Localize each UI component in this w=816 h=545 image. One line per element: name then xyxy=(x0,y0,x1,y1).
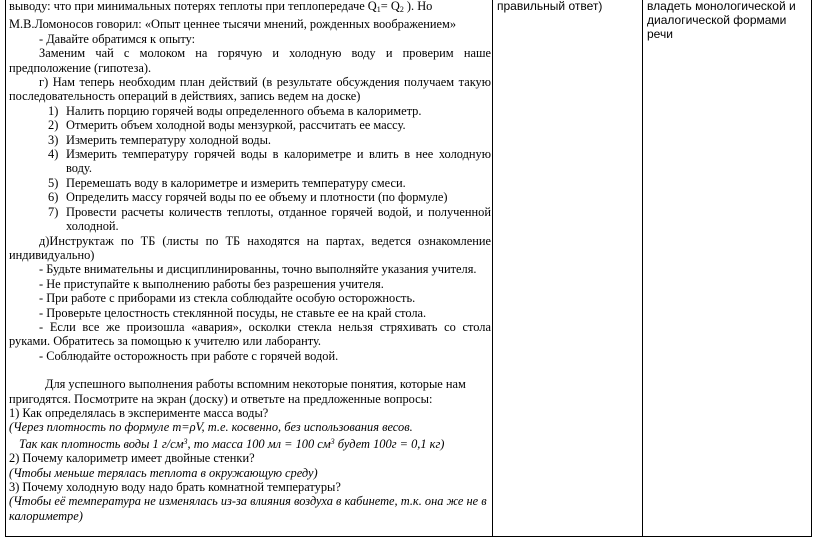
question-2: 2) Почему калориметр имеет двойные стенки? xyxy=(9,451,255,466)
answer-1-line-2: Так как плотность воды 1 $г/см^3$, то масса 100 мл = 100 $см^3$ будет 100г = 0,1 кг) xyxy=(19,436,445,451)
plan-step: 7) Провести расчеты количеств теплоты, отданное горячей водой, и полученной холодной. xyxy=(48,204,491,234)
experiment-intro: - Давайте обратимся к опыту: xyxy=(39,31,196,46)
lomonosov-quote: М.В.Ломоносов говорил: «Опыт ценнее тысячи мнений, рожденных воображением» xyxy=(9,17,457,32)
plan-step: 6) Определить массу горячей воды по ее объему и плотности (по формуле) xyxy=(48,190,448,205)
table-border-right xyxy=(811,0,812,537)
answer-3: (Чтобы её температура не изменялась из-за влияния воздуха в кабинете, т.к. она же не в калориметре) xyxy=(9,494,487,523)
questions-intro: Для успешного выполнения работы вспомним некоторые понятия, которые нам пригодятся. Посмотрите на экран (доску) и ответьте на предложенные вопросы: xyxy=(9,377,466,406)
safety-rule: - При работе с приборами из стекла соблюдайте особую осторожность. xyxy=(39,291,416,306)
plan-step: 2) Отмерить объем холодной воды мензуркой, рассчитать ее массу. xyxy=(48,118,406,133)
plan-intro: г) Нам теперь необходим план действий (в результате обсуждения получаем такую последовательность операций в действиях, запись ведем на доске) xyxy=(9,75,491,104)
table-border-col1 xyxy=(492,0,493,537)
hypothesis-text: Заменим чай с молоком на горячую и холодную воду и проверим наше предположение (гипотеза). xyxy=(9,46,491,75)
plan-steps-list xyxy=(9,104,491,234)
student-activity-cell xyxy=(497,0,637,13)
safety-intro: д)Инструктаж по ТБ (листы по ТБ находятся на партах, ведется ознакомление индивидуально) xyxy=(9,233,491,262)
skills-cell xyxy=(647,0,809,41)
table-border-col2 xyxy=(642,0,643,537)
safety-rule: - Будьте внимательны и дисциплинированны, точно выполняйте указания учителя. xyxy=(39,262,477,277)
question-3: 3) Почему холодную воду надо брать комнатной температуры? xyxy=(9,480,341,494)
plan-step: 4) Измерить температуру горячей воды в калориметре и влить в нее холодную воду. xyxy=(48,147,491,176)
answer-1-line-1: (Через плотность по формуле m=ρV, т.е. косвенно, без использования весов. xyxy=(9,420,413,435)
answer-2: (Чтобы меньше терялась теплота в окружающую среду) xyxy=(9,465,318,480)
question-1: 1) Как определялась в эксперименте масса воды? xyxy=(9,405,269,420)
safety-rule: - Не приступайте к выполнению работы без разрешения учителя. xyxy=(39,276,384,291)
plan-step: 5) Перемешать воду в калориметре и измерить температуру смеси. xyxy=(48,175,406,190)
safety-rule: - Проверьте целостность стеклянной посуды, не ставьте ее на край стола. xyxy=(39,305,427,320)
skills-text: владеть монологической и диалогической формами речи xyxy=(647,0,796,41)
student-activity-text: правильный ответ) xyxy=(497,0,603,13)
intro-line-1: выводу: что при минимальных потерях теплоты при теплопередаче $Q_1= Q_2$ ). Но xyxy=(9,0,433,14)
safety-rule: - Если все же произошла «авария», осколки стекла нельзя стряхивать со стола руками. Обратитесь за помощью к учителю или лаборанту. xyxy=(9,319,491,349)
plan-step: 1) Налить порцию горячей воды определенного объема в калориметр. xyxy=(48,103,422,118)
plan-step: 3) Измерить температуру холодной воды. xyxy=(48,132,271,147)
table-border-bottom xyxy=(5,536,812,537)
safety-rule: - Соблюдайте осторожность при работе с горячей водой. xyxy=(39,348,339,363)
main-content-cell xyxy=(9,0,491,523)
table-border-left xyxy=(5,0,6,537)
